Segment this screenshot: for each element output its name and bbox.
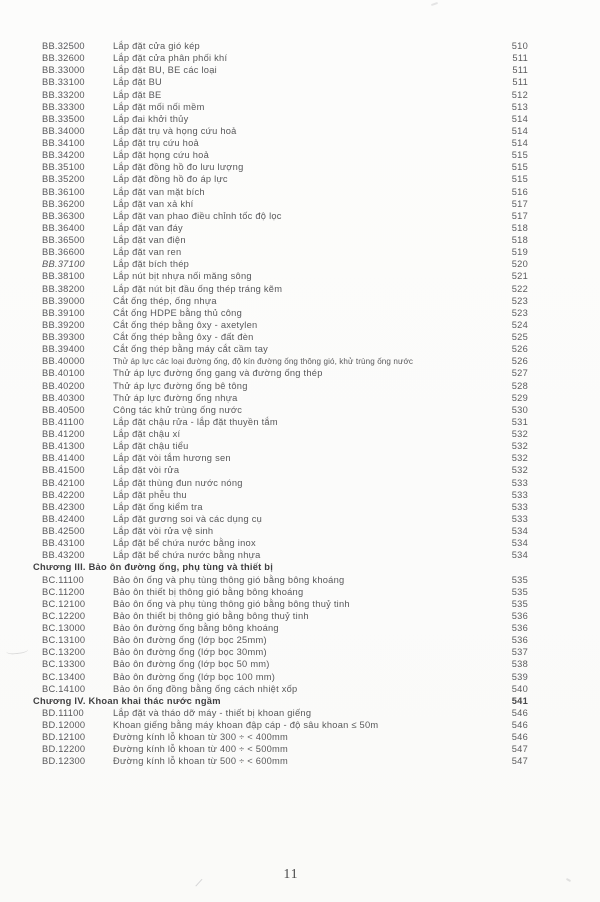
toc-entry-title: Lắp đặt đồng hồ đo lưu lượng [113, 162, 244, 173]
toc-entry-code: BB.35100 [42, 162, 85, 173]
toc-entry-title: Lắp đặt BU [113, 77, 163, 88]
toc-entry-page: 517 [511, 210, 528, 221]
toc-entry-code: BB.40100 [42, 368, 85, 379]
toc-entry-title: Lắp đặt vòi rửa [113, 465, 180, 476]
toc-entry-code: BB.32600 [42, 53, 85, 64]
toc-entry-page: 513 [511, 101, 528, 112]
toc-entry-title: Công tác khử trùng ống nước [113, 404, 243, 415]
toc-entry-code: BC.11100 [42, 574, 84, 585]
toc-entry-page: 515 [511, 150, 528, 161]
toc-entry-code: BB.42300 [42, 501, 85, 512]
toc-entry-title: Thử áp lực đường ống nhựa [113, 392, 238, 403]
toc-entry-code: BC.13400 [42, 671, 86, 682]
toc-entry-code: BD.12100 [42, 732, 86, 743]
toc-row [42, 586, 528, 598]
toc-row [42, 64, 528, 76]
toc-entry-code: BD.12300 [42, 756, 86, 767]
toc-entry-page: 512 [511, 89, 528, 100]
toc-entry-page: 534 [511, 550, 528, 561]
toc-entry-page: 546 [511, 707, 528, 718]
toc-entry-code: BB.33200 [42, 89, 85, 100]
toc-row [42, 367, 528, 379]
toc-entry-page: 532 [511, 465, 528, 476]
toc-entry-title: Lắp đặt van mặt bích [113, 186, 205, 197]
toc-entry-title: Cắt ống HDPE bằng thủ công [113, 307, 242, 318]
toc-entry-title: Lắp đặt cửa phân phối khí [113, 53, 228, 64]
toc-entry-title: Lắp đặt van phao điều chỉnh tốc độ lọc [113, 210, 282, 221]
toc-entry-title: Bảo ôn ống đồng bằng ống cách nhiệt xốp [113, 683, 298, 694]
toc-entry-page: 540 [511, 683, 528, 694]
toc-entry-page: 521 [511, 271, 528, 282]
toc-entry-page: 538 [511, 659, 528, 670]
toc-row [42, 52, 528, 64]
toc-row [42, 40, 528, 52]
toc-list [33, 40, 528, 768]
toc-entry-page: 539 [511, 671, 528, 682]
toc-row [42, 622, 528, 634]
scan-pencil-mark [6, 644, 29, 655]
toc-row [42, 186, 528, 198]
toc-entry-title: Đường kính lỗ khoan từ 300 ÷ < 400mm [113, 732, 289, 743]
toc-entry-title: Lắp đặt chậu tiểu [113, 441, 189, 452]
toc-row [42, 355, 528, 367]
toc-entry-code: BB.33100 [42, 77, 85, 88]
toc-row [42, 283, 528, 295]
toc-row [42, 489, 528, 501]
toc-entry-page: 535 [511, 586, 528, 597]
toc-entry-page: 546 [511, 732, 528, 743]
toc-row [42, 477, 528, 489]
toc-entry-title: Lắp đặt thùng đun nước nóng [113, 477, 243, 488]
toc-entry-title: Đường kính lỗ khoan từ 500 ÷ < 600mm [113, 756, 289, 767]
toc-entry-page: 547 [511, 744, 528, 755]
toc-entry-page: 514 [511, 125, 528, 136]
toc-entry-title: Lắp đặt mối nối mềm [113, 101, 205, 112]
toc-entry-page: 532 [511, 441, 528, 452]
toc-entry-code: BB.39300 [42, 332, 85, 342]
toc-entry-code: BB.41400 [42, 453, 85, 464]
toc-entry-title: Lắp đặt họng cứu hoả [113, 150, 210, 161]
toc-row [42, 173, 528, 185]
toc-entry-page: 532 [511, 429, 528, 439]
toc-entry-page: 515 [511, 162, 528, 173]
toc-entry-code: BC.13000 [42, 623, 86, 633]
toc-entry-title: Lắp đặt van điện [113, 235, 186, 245]
toc-row [42, 392, 528, 404]
toc-entry-code: BD.12200 [42, 744, 86, 755]
toc-entry-title: Lắp đặt cửa gió kép [113, 41, 200, 51]
toc-entry-page: 532 [511, 453, 528, 464]
toc-row [42, 307, 528, 319]
toc-chapter-row [33, 561, 528, 573]
toc-row [42, 416, 528, 428]
toc-row [42, 161, 528, 173]
toc-entry-page: 547 [511, 756, 528, 767]
toc-row [42, 452, 528, 464]
toc-row [42, 295, 528, 307]
toc-entry-title: Lắp đặt nút bịt đầu ống thép tráng kẽm [113, 283, 283, 294]
toc-entry-page: 536 [511, 635, 528, 646]
toc-entry-code: BB.37100 [42, 259, 85, 270]
toc-entry-title: Lắp đặt bích thép [113, 259, 190, 270]
toc-row [42, 149, 528, 161]
toc-chapter-row [33, 695, 528, 707]
toc-entry-title: Lắp đặt van ren [113, 247, 182, 258]
toc-entry-title: Lắp đặt trụ cứu hoả [113, 138, 199, 148]
toc-entry-page: 515 [511, 174, 528, 185]
toc-row [42, 76, 528, 88]
toc-entry-code: BB.40500 [42, 404, 85, 415]
toc-entry-page: 528 [511, 380, 528, 391]
toc-entry-page: 520 [511, 259, 528, 270]
toc-entry-page: 511 [512, 77, 528, 88]
toc-entry-code: BB.43200 [42, 550, 85, 561]
toc-entry-page: 534 [511, 526, 528, 536]
toc-entry-page: 537 [511, 647, 528, 658]
toc-entry-title: Lắp đặt đồng hồ đo áp lực [113, 174, 228, 185]
toc-entry-page: 535 [511, 574, 528, 585]
toc-entry-code: BB.32500 [42, 41, 85, 51]
toc-row [42, 634, 528, 646]
toc-entry-code: BB.40300 [42, 392, 85, 403]
toc-entry-title: Lắp đặt van xả khí [113, 198, 194, 209]
toc-entry-code: BD.11100 [42, 707, 84, 718]
toc-row [42, 464, 528, 476]
toc-entry-page: 510 [511, 41, 528, 51]
toc-entry-page: 541 [511, 695, 528, 706]
toc-row [42, 658, 528, 670]
toc-entry-code: BB.33500 [42, 113, 85, 124]
toc-entry-title: Thử áp lực các loại đường ống, độ kín đường ống thông gió, khử trùng ống nước [113, 357, 414, 367]
toc-entry-title: Bảo ôn đường ống (lớp bọc 30mm) [113, 647, 267, 658]
toc-entry-page: 525 [511, 332, 528, 342]
toc-entry-page: 516 [511, 186, 528, 197]
toc-row [42, 719, 528, 731]
toc-row [42, 610, 528, 622]
toc-entry-title: Lắp đặt chậu rửa - lắp đặt thuyền tắm [113, 416, 278, 427]
toc-entry-page: 533 [511, 513, 528, 524]
toc-entry-code: BB.36500 [42, 235, 85, 245]
toc-entry-code: BB.43100 [42, 538, 85, 549]
toc-entry-code: BB.42100 [42, 477, 85, 488]
toc-entry-title: Đường kính lỗ khoan từ 400 ÷ < 500mm [113, 744, 289, 755]
toc-entry-title: Chương III. Bảo ôn đường ống, phụ tùng và thiết bị [33, 562, 274, 573]
toc-entry-title: Bảo ôn đường ống (lớp bọc 25mm) [113, 635, 267, 646]
toc-entry-title: Cắt ống thép bằng ôxy - đất đèn [113, 332, 254, 342]
toc-row [42, 380, 528, 392]
toc-row [42, 525, 528, 537]
toc-row [42, 598, 528, 610]
toc-entry-code: BB.33300 [42, 101, 85, 112]
toc-entry-page: 518 [511, 235, 528, 245]
toc-entry-code: BB.36400 [42, 222, 85, 233]
toc-entry-code: BB.36600 [42, 247, 85, 258]
toc-entry-code: BC.13300 [42, 659, 86, 670]
toc-entry-title: Lắp đặt bể chứa nước bằng nhựa [113, 550, 261, 561]
toc-entry-title: Thử áp lực đường ống gang và đường ống thép [113, 368, 323, 379]
toc-row [42, 755, 528, 767]
toc-entry-title: Lắp đai khởi thủy [113, 113, 189, 124]
toc-entry-title: Khoan giếng bằng máy khoan đập cáp - độ sâu khoan ≤ 50m [113, 720, 379, 730]
toc-entry-page: 523 [511, 307, 528, 318]
toc-entry-code: BB.40000 [42, 356, 85, 367]
toc-entry-code: BB.39000 [42, 295, 85, 306]
toc-row [42, 137, 528, 149]
toc-row [42, 549, 528, 561]
toc-entry-page: 531 [511, 416, 528, 427]
toc-entry-code: BB.41100 [42, 416, 85, 427]
toc-entry-code: BB.42400 [42, 513, 85, 524]
page-number: 11 [283, 866, 299, 881]
toc-row [42, 234, 528, 246]
toc-row [42, 537, 528, 549]
toc-entry-page: 526 [511, 344, 528, 355]
toc-entry-title: Lắp đặt vòi tắm hương sen [113, 453, 231, 464]
toc-entry-page: 533 [511, 477, 528, 488]
toc-row [42, 428, 528, 440]
toc-row [42, 501, 528, 513]
toc-row [42, 125, 528, 137]
toc-row [42, 574, 528, 586]
toc-entry-code: BB.39200 [42, 319, 85, 330]
toc-entry-title: Lắp đặt chậu xí [113, 429, 181, 439]
toc-entry-page: 523 [511, 295, 528, 306]
toc-row [42, 331, 528, 343]
toc-entry-code: BB.34200 [42, 150, 85, 161]
toc-entry-page: 522 [511, 283, 528, 294]
toc-entry-code: BB.38100 [42, 271, 85, 282]
toc-entry-code: BB.36200 [42, 198, 85, 209]
toc-entry-title: Bảo ôn đường ống (lớp bọc 50 mm) [113, 659, 270, 670]
toc-entry-title: Bảo ôn thiết bị thông gió bằng bông thuỷ tinh [113, 610, 309, 621]
toc-entry-code: BB.38200 [42, 283, 85, 294]
toc-entry-page: 518 [511, 222, 528, 233]
toc-entry-page: 511 [512, 53, 528, 64]
toc-entry-title: Lắp đặt van đáy [113, 222, 183, 233]
toc-entry-page: 517 [511, 198, 528, 209]
toc-entry-title: Lắp đặt vòi rửa vệ sinh [113, 526, 214, 536]
toc-entry-page: 535 [511, 598, 528, 609]
toc-row [42, 113, 528, 125]
toc-entry-code: BB.42200 [42, 489, 85, 500]
toc-entry-page: 529 [511, 392, 528, 403]
toc-row [42, 222, 528, 234]
toc-entry-code: BB.33000 [42, 65, 85, 76]
toc-row [42, 89, 528, 101]
toc-entry-page: 511 [512, 65, 528, 76]
toc-entry-title: Thử áp lực đường ống bê tông [113, 380, 248, 391]
toc-row [42, 671, 528, 683]
toc-entry-code: BB.41200 [42, 429, 85, 439]
toc-row [42, 404, 528, 416]
toc-entry-title: Bảo ôn ống và phụ tùng thông gió bằng bông thuỷ tinh [113, 598, 350, 609]
toc-entry-page: 514 [511, 138, 528, 148]
toc-entry-title: Bảo ôn ống và phụ tùng thông gió bằng bông khoáng [113, 574, 345, 585]
toc-entry-page: 534 [511, 538, 528, 549]
toc-entry-title: Lắp đặt BE [113, 89, 162, 100]
toc-entry-code: BB.42500 [42, 526, 85, 536]
toc-entry-title: Cắt ống thép, ống nhựa [113, 295, 217, 306]
toc-entry-code: BB.34000 [42, 125, 85, 136]
toc-row [42, 707, 528, 719]
toc-row [42, 246, 528, 258]
toc-entry-title: Bảo ôn đường ống (lớp bọc 100 mm) [113, 671, 276, 682]
toc-entry-page: 524 [511, 319, 528, 330]
toc-entry-page: 514 [511, 113, 528, 124]
toc-entry-code: BB.35200 [42, 174, 85, 185]
toc-entry-code: BC.12200 [42, 610, 86, 621]
toc-entry-page: 546 [511, 720, 528, 730]
toc-row [42, 743, 528, 755]
toc-entry-title: Lắp đặt trụ và họng cứu hoả [113, 125, 237, 136]
toc-entry-title: Lắp đặt ống kiểm tra [113, 501, 203, 512]
toc-entry-title: Lắp đặt bể chứa nước bằng inox [113, 538, 256, 549]
toc-entry-title: Lắp đặt gương soi và các dụng cụ [113, 513, 263, 524]
toc-entry-title: Bảo ôn thiết bị thông gió bằng bông khoáng [113, 586, 304, 597]
toc-entry-title: Cắt ống thép bằng ôxy - axetylen [113, 319, 258, 330]
toc-entry-title: Bảo ôn đường ống bằng bông khoáng [113, 623, 279, 633]
toc-entry-code: BC.14100 [42, 683, 86, 694]
toc-row [42, 210, 528, 222]
toc-entry-page: 530 [511, 404, 528, 415]
toc-entry-code: BB.34100 [42, 138, 85, 148]
toc-entry-title: Chương IV. Khoan khai thác nước ngầm [33, 695, 221, 706]
toc-entry-page: 536 [511, 623, 528, 633]
toc-entry-title: Lắp đặt phễu thu [113, 489, 187, 500]
toc-row [42, 440, 528, 452]
toc-entry-page: 536 [511, 610, 528, 621]
toc-entry-code: BB.36300 [42, 210, 85, 221]
toc-row [42, 319, 528, 331]
toc-entry-page: 533 [511, 489, 528, 500]
toc-row [42, 343, 528, 355]
toc-entry-code: BB.41500 [42, 465, 85, 476]
toc-entry-code: BC.12100 [42, 598, 86, 609]
toc-entry-code: BC.13200 [42, 647, 86, 658]
toc-entry-code: BC.13100 [42, 635, 86, 646]
toc-row [42, 513, 528, 525]
toc-entry-code: BB.39100 [42, 307, 85, 318]
toc-entry-code: BB.39400 [42, 344, 85, 355]
toc-entry-title: Lắp đặt và tháo dỡ máy - thiết bị khoan giếng [113, 707, 312, 718]
toc-entry-code: BB.41300 [42, 441, 85, 452]
toc-entry-title: Cắt ống thép bằng máy cắt cầm tay [113, 344, 269, 355]
toc-entry-page: 519 [511, 247, 528, 258]
toc-entry-page: 533 [511, 501, 528, 512]
toc-row [42, 101, 528, 113]
toc-entry-title: Lắp đặt BU, BE các loại [113, 65, 217, 76]
scan-speck-top [431, 2, 438, 6]
toc-entry-title: Lắp nút bịt nhựa nối măng sông [113, 271, 252, 282]
toc-entry-code: BD.12000 [42, 720, 86, 730]
toc-entry-code: BB.36100 [42, 186, 85, 197]
toc-row [42, 270, 528, 282]
toc-entry-code: BB.40200 [42, 380, 85, 391]
toc-row [42, 646, 528, 658]
toc-row [42, 198, 528, 210]
toc-row [42, 731, 528, 743]
toc-row [42, 258, 528, 270]
toc-entry-page: 527 [511, 368, 528, 379]
toc-row [42, 683, 528, 695]
toc-entry-code: BC.11200 [42, 586, 85, 597]
toc-entry-page: 526 [511, 356, 528, 367]
